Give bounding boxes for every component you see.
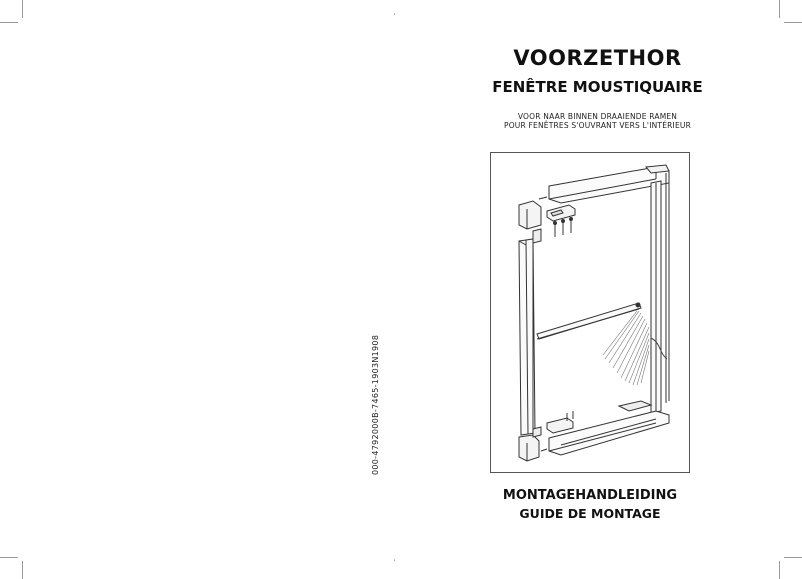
description-dutch: VOOR NAAR BINNEN DRAAIENDE RAMEN [517, 112, 678, 121]
top-cassette-end [646, 165, 669, 173]
product-title: VOORZETHOR [513, 46, 682, 70]
bottom-bracket [547, 418, 573, 433]
bottom-corner-block [619, 401, 651, 411]
bottom-left-corner-piece [519, 435, 539, 461]
product-subtitle: FENÊTRE MOUSTIQUAIRE [492, 78, 703, 96]
assembly-illustration [490, 152, 690, 473]
fold-mark-bottom: ⋅ [393, 556, 396, 565]
guide-title-dutch: MONTAGEHANDLEIDING [502, 488, 678, 503]
description-french: POUR FENÊTRES S'OUVRANT VERS L'INTÉRIEUR [503, 121, 692, 130]
top-left-corner-piece [519, 201, 541, 229]
pull-bar [537, 303, 641, 339]
guide-title-french: GUIDE DE MONTAGE [519, 506, 661, 521]
fold-mark-top: ⋅ [393, 10, 396, 19]
window-screen-diagram [491, 153, 691, 474]
insect-mesh [603, 311, 649, 385]
back-cover-page [0, 0, 395, 579]
product-code: 000-4792000B-7465-1903N1908 [371, 334, 380, 475]
